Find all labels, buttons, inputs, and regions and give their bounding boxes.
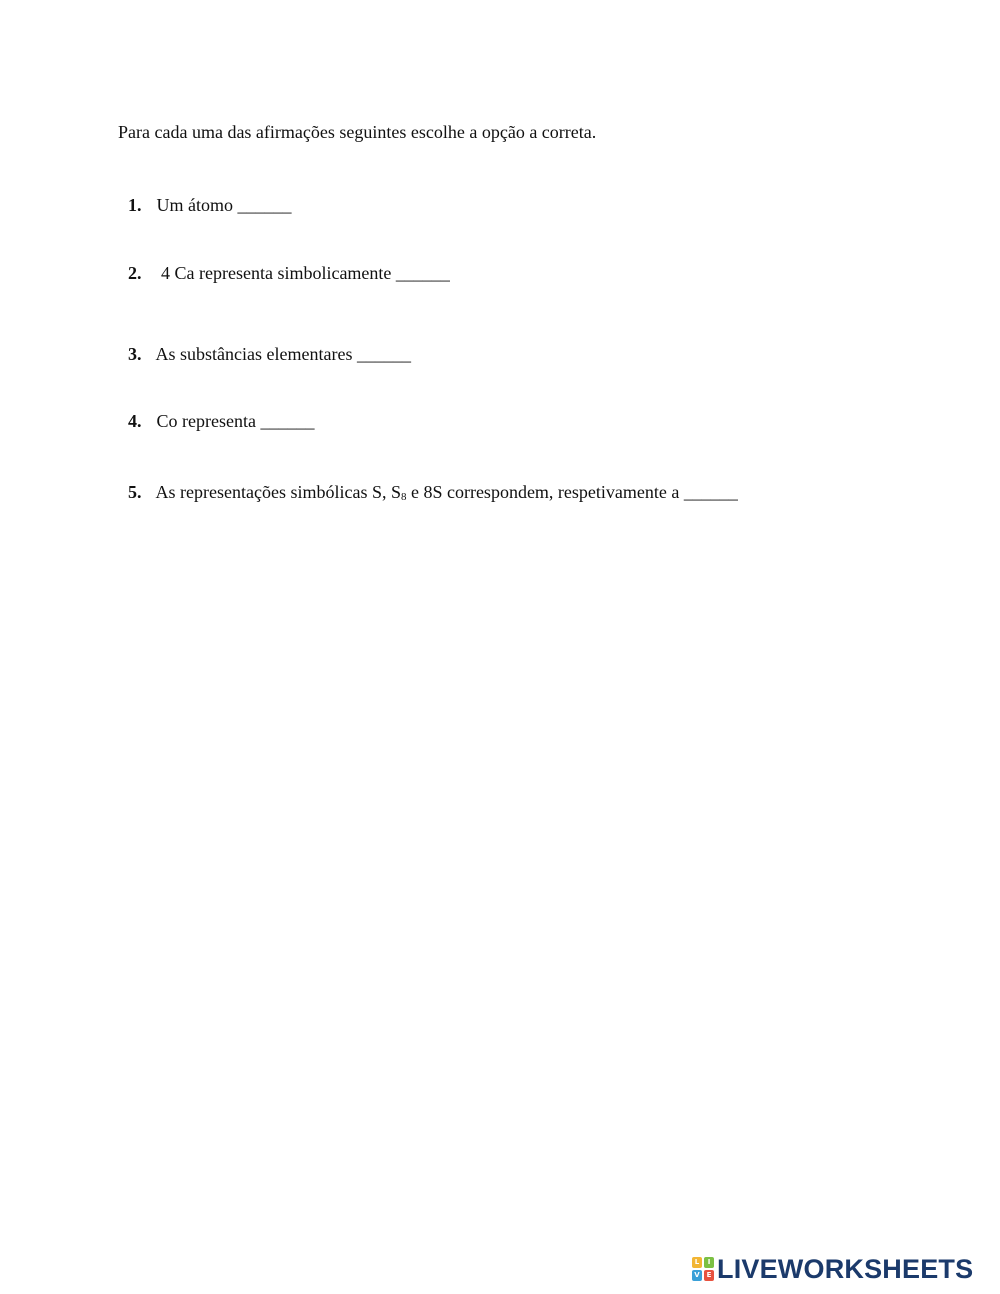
question-2	[128, 261, 450, 285]
logo-letter-i: I	[704, 1257, 714, 1268]
logo-letter-l: L	[692, 1257, 702, 1268]
question-3	[128, 342, 411, 366]
question-number: 1 .	[128, 193, 152, 217]
question-text: 4 Ca representa simbolicamente ______	[156, 263, 450, 283]
liveworksheets-brand	[692, 1254, 973, 1284]
brand-name: LIVEWORKSHEETS	[717, 1254, 974, 1284]
subscript-number: 8	[400, 491, 407, 503]
question-text: Co representa ______	[156, 411, 315, 431]
question-number: 2 .	[128, 261, 152, 285]
question-1	[128, 193, 292, 217]
logo-letter-e: E	[704, 1270, 714, 1281]
question-text: Um átomo ______	[156, 195, 292, 215]
question-text: As substâncias elementares ______	[155, 344, 411, 364]
question-number: 3 .	[128, 342, 152, 366]
question-4	[128, 409, 314, 433]
question-number: 5 .	[128, 480, 152, 504]
question-5	[128, 480, 738, 509]
question-text	[156, 482, 738, 502]
instruction-text: Para cada uma das afirmações seguintes escolhe a opção a correta.	[118, 122, 597, 142]
logo-letter-v: V	[692, 1270, 702, 1281]
question-number: 4 .	[128, 409, 152, 433]
question-text-after: e 8S correspondem, respetivamente a ______	[406, 482, 738, 502]
question-text-before: As representações simbólicas S, S	[155, 482, 401, 502]
liveworksheets-logo-icon	[692, 1257, 714, 1281]
